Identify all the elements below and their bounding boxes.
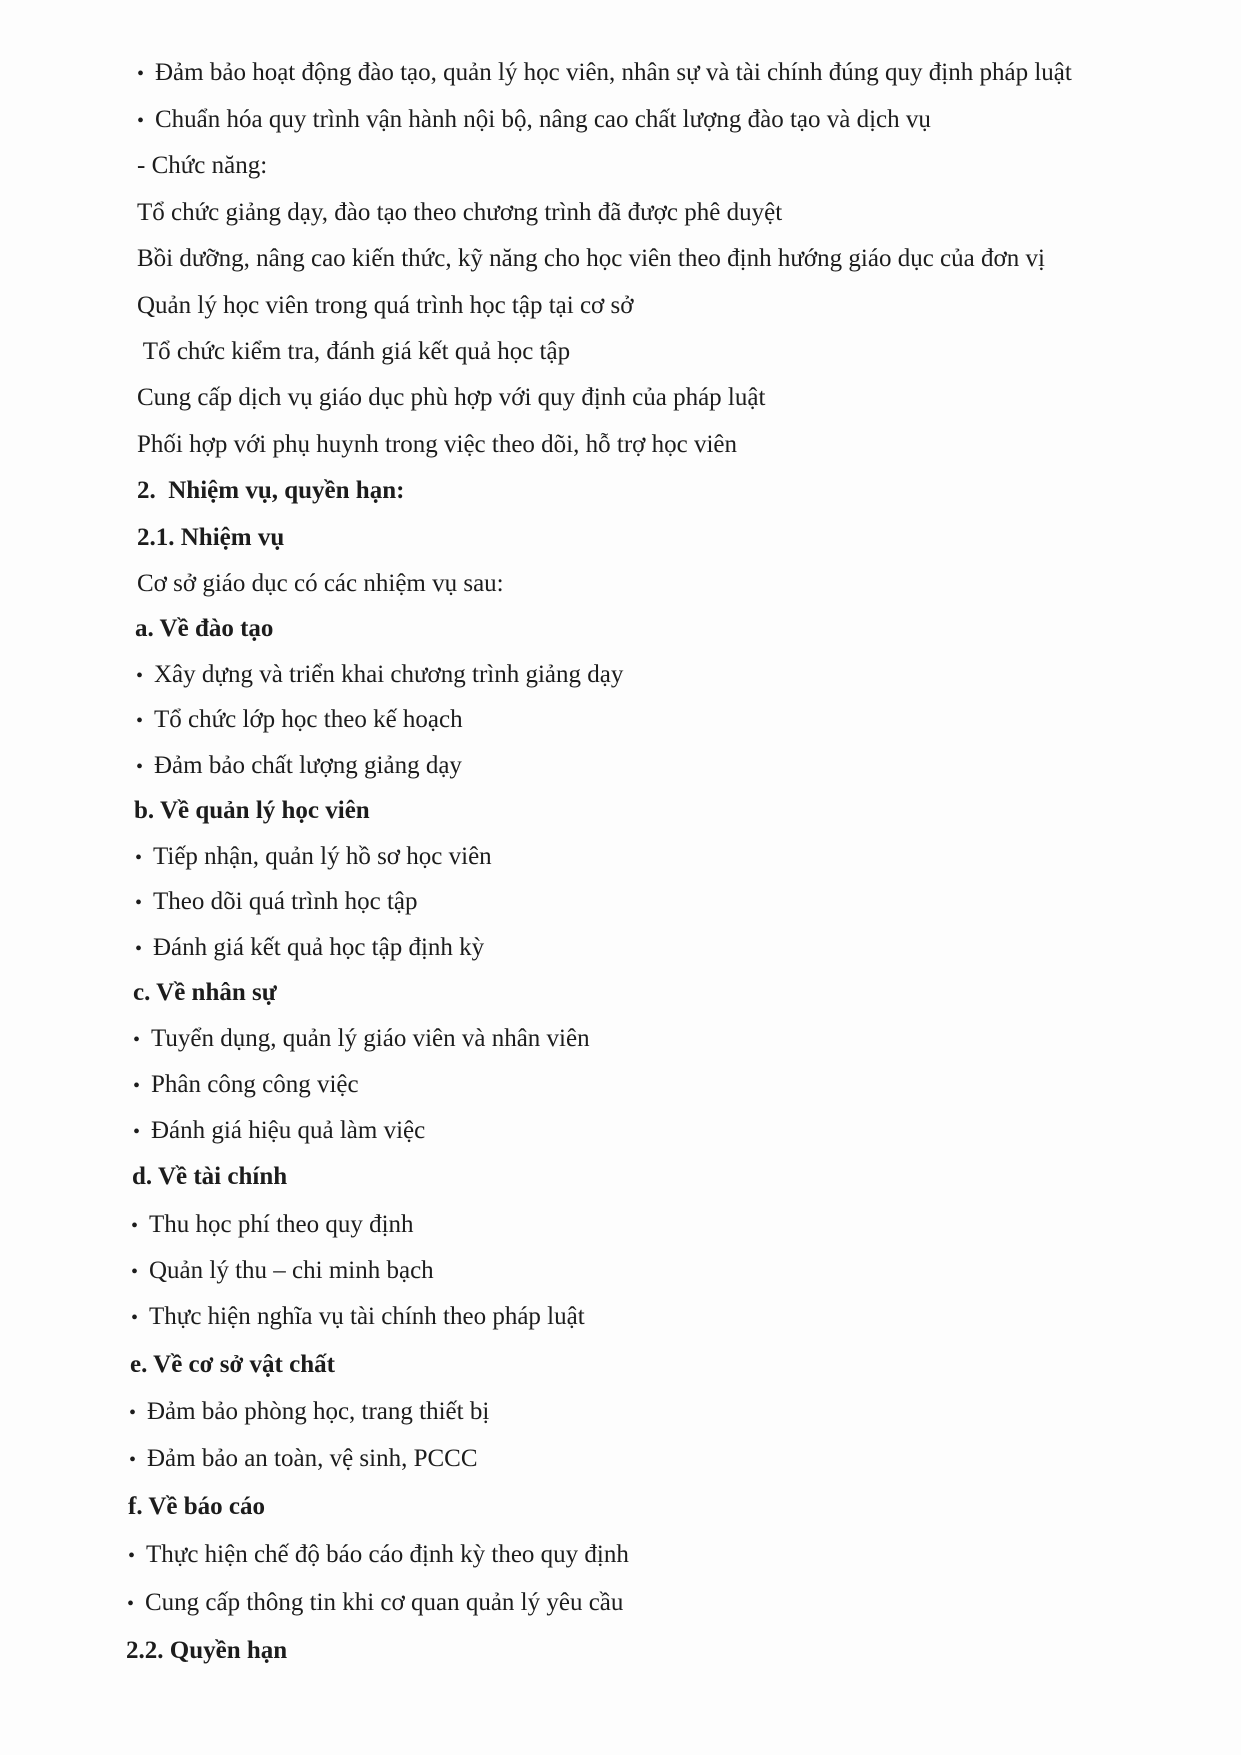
list-item: •Đảm bảo an toàn, vệ sinh, PCCC [129, 1444, 478, 1475]
list-item: •Đảm bảo chất lượng giảng dạy [136, 751, 462, 782]
subsection-heading: 2.1. Nhiệm vụ [137, 524, 285, 551]
function-line: Quản lý học viên trong quá trình học tập tại cơ sở [137, 292, 634, 319]
function-line: Phối hợp với phụ huynh trong việc theo dõi, hỗ trợ học viên [137, 431, 738, 458]
group-heading: f. Về báo cáo [128, 1493, 266, 1520]
group-heading: e. Về cơ sở vật chất [130, 1351, 335, 1378]
list-item: •Đảm bảo phòng học, trang thiết bị [129, 1397, 489, 1428]
list-item: •Chuẩn hóa quy trình vận hành nội bộ, nâng cao chất lượng đào tạo và dịch vụ [137, 105, 931, 136]
group-heading: b. Về quản lý học viên [134, 797, 370, 824]
group-heading: d. Về tài chính [132, 1163, 288, 1190]
bullet-icon [129, 1397, 147, 1428]
bullet-icon [127, 1588, 145, 1619]
function-line: Cung cấp dịch vụ giáo dục phù hợp với quy định của pháp luật [137, 384, 766, 411]
list-item: •Theo dõi quá trình học tập [135, 887, 418, 918]
bullet-icon [137, 105, 155, 136]
bullet-icon [131, 1302, 149, 1333]
list-item: •Xây dựng và triển khai chương trình giảng dạy [136, 660, 623, 691]
section-heading: 2. Nhiệm vụ, quyền hạn: [137, 477, 405, 504]
list-item: •Tuyển dụng, quản lý giáo viên và nhân viên [133, 1024, 590, 1055]
bullet-icon [136, 751, 154, 782]
function-line: Tổ chức giảng dạy, đào tạo theo chương trình đã được phê duyệt [137, 199, 783, 226]
list-item: •Tổ chức lớp học theo kế hoạch [136, 705, 463, 736]
bullet-icon [133, 1116, 151, 1147]
list-item: •Đảm bảo hoạt động đào tạo, quản lý học viên, nhân sự và tài chính đúng quy định pháp luật [137, 58, 1072, 89]
bullet-icon [135, 887, 153, 918]
bullet-icon [136, 705, 154, 736]
subsection-heading: 2.2. Quyền hạn [126, 1637, 288, 1664]
list-item: •Đánh giá kết quả học tập định kỳ [135, 933, 484, 964]
list-item: •Cung cấp thông tin khi cơ quan quản lý yêu cầu [127, 1588, 623, 1619]
list-item: •Thực hiện nghĩa vụ tài chính theo pháp luật [131, 1302, 585, 1333]
bullet-icon [137, 58, 155, 89]
functions-heading: - Chức năng: [137, 152, 268, 179]
bullet-icon [128, 1540, 146, 1571]
bullet-icon [129, 1444, 147, 1475]
bullet-icon [135, 842, 153, 873]
bullet-icon [136, 660, 154, 691]
list-item: •Tiếp nhận, quản lý hồ sơ học viên [135, 842, 492, 873]
bullet-icon [133, 1024, 151, 1055]
group-heading: c. Về nhân sự [133, 979, 277, 1006]
bullet-icon [135, 933, 153, 964]
section-intro: Cơ sở giáo dục có các nhiệm vụ sau: [137, 570, 504, 597]
bullet-icon [133, 1070, 151, 1101]
list-item: •Phân công công việc [133, 1070, 359, 1101]
list-item: •Quản lý thu – chi minh bạch [131, 1256, 434, 1287]
list-item: •Thực hiện chế độ báo cáo định kỳ theo quy định [128, 1540, 629, 1571]
function-line: Tổ chức kiểm tra, đánh giá kết quả học tập [137, 338, 571, 365]
bullet-icon [131, 1256, 149, 1287]
list-item: •Thu học phí theo quy định [131, 1210, 414, 1241]
list-item: •Đánh giá hiệu quả làm việc [133, 1116, 425, 1147]
group-heading: a. Về đào tạo [135, 615, 274, 642]
bullet-icon [131, 1210, 149, 1241]
function-line: Bồi dưỡng, nâng cao kiến thức, kỹ năng cho học viên theo định hướng giáo dục của đơn vị [137, 245, 1045, 272]
